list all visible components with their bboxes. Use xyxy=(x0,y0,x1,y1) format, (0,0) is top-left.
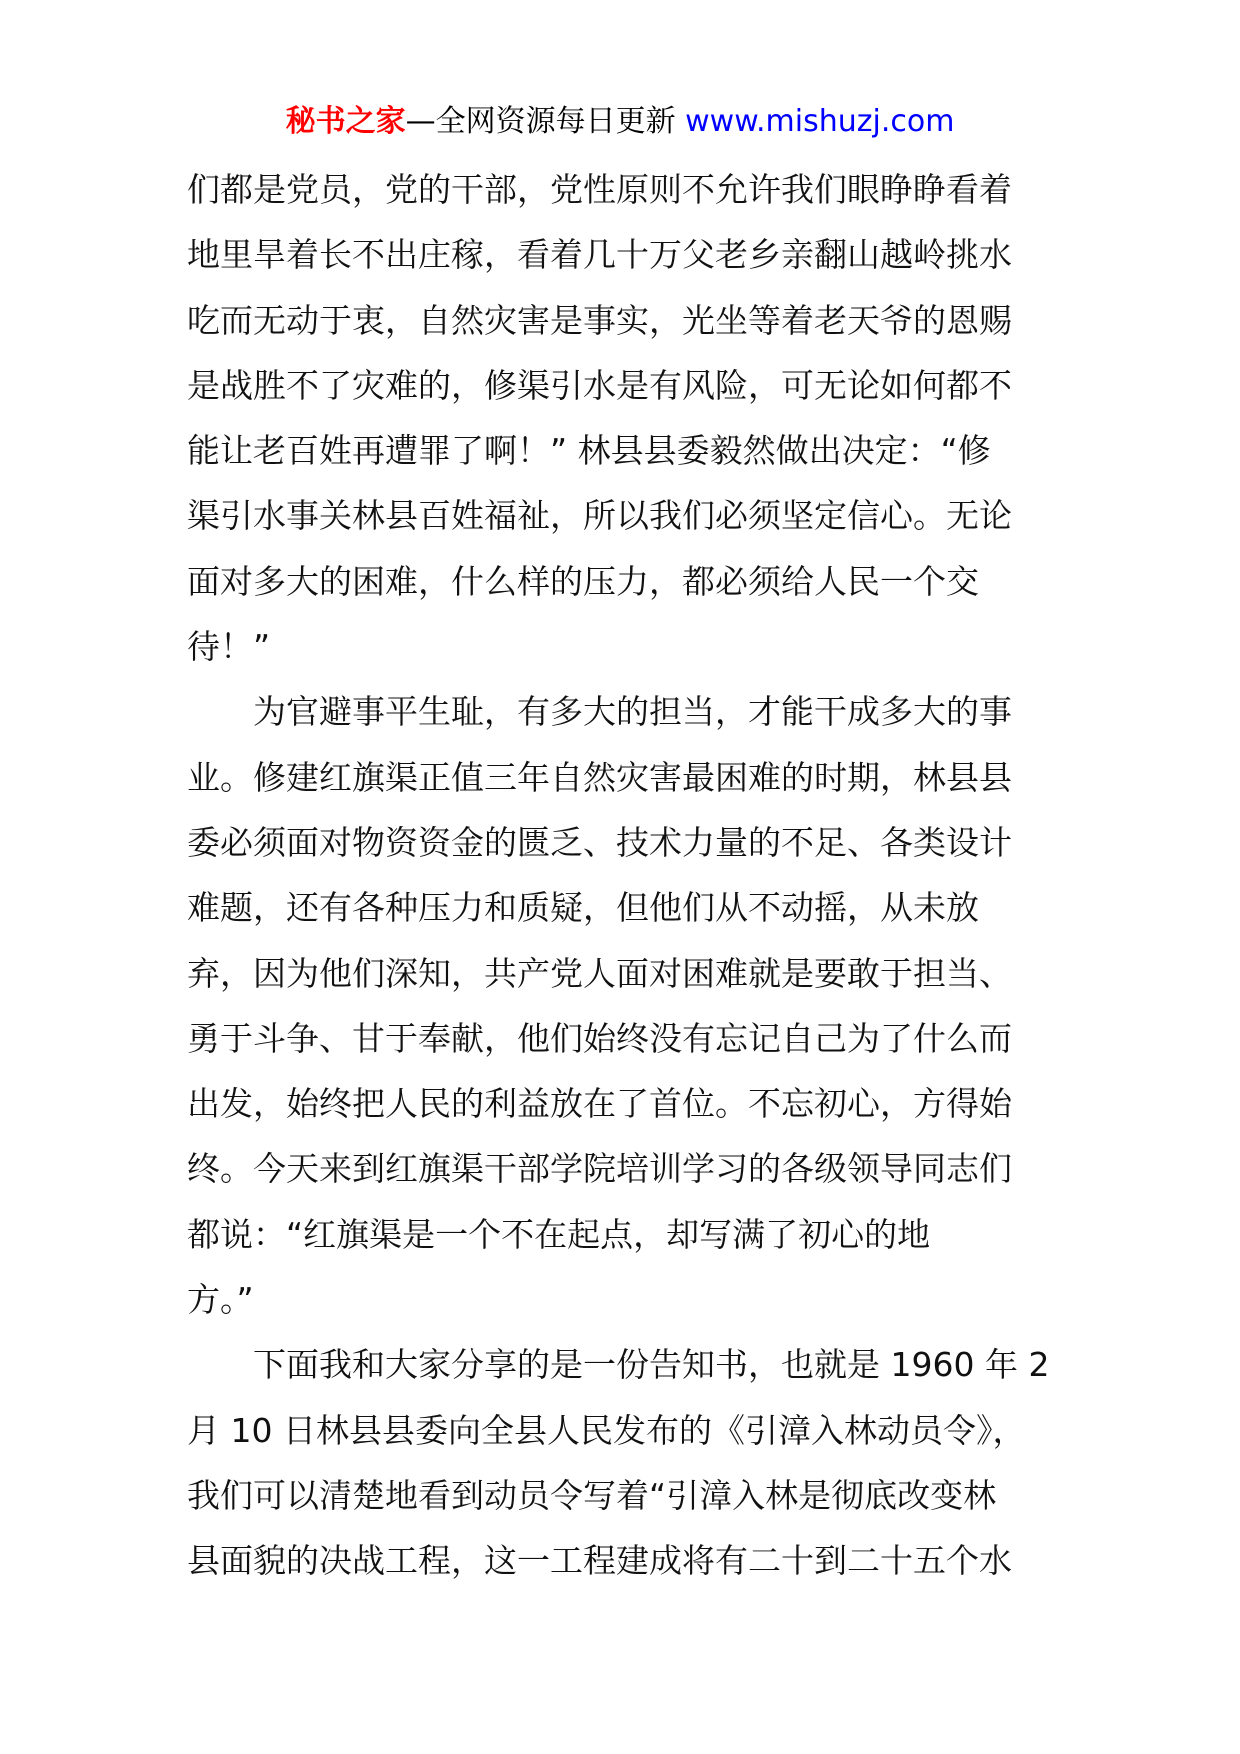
site-url-link[interactable]: www.mishuzj.com xyxy=(685,104,955,139)
text-line: 都说：“红旗渠是一个不在起点，却写满了初心的地 xyxy=(187,1214,931,1254)
text-line: 难题，还有各种压力和质疑，但他们从不动摇，从未放 xyxy=(187,888,979,928)
paragraph xyxy=(187,679,1053,1332)
text-line: 能让老百姓再遭罪了啊！” 林县县委毅然做出决定：“修 xyxy=(187,431,991,471)
paragraph xyxy=(187,1332,1053,1593)
text-line: 们都是党员，党的干部，党性原则不允许我们眼睁睁看着 xyxy=(187,170,1012,209)
text-line: 月 10 日林县县委向全县人民发布的《引漳入林动员令》， xyxy=(187,1410,1026,1450)
text-line: 渠引水事关林县百姓福祉，所以我们必须坚定信心。无论 xyxy=(187,496,1012,536)
text-line: 出发，始终把人民的利益放在了首位。不忘初心，方得始 xyxy=(187,1084,1012,1124)
text-line: 方。” xyxy=(187,1280,254,1320)
document-body xyxy=(187,157,1053,1594)
text-line: 面对多大的困难，什么样的压力，都必须给人民一个交 xyxy=(187,561,979,601)
site-header xyxy=(0,100,1240,144)
text-line: 县面貌的决战工程，这一工程建成将有二十到二十五个水 xyxy=(187,1541,1012,1581)
text-line: 为官避事平生耻，有多大的担当，才能干成多大的事 xyxy=(253,692,1012,732)
text-line: 待！” xyxy=(187,627,271,667)
text-line: 我们可以清楚地看到动员令写着“引漳入林是彻底改变林 xyxy=(187,1475,997,1515)
text-line: 弃，因为他们深知，共产党人面对困难就是要敢于担当、 xyxy=(187,953,1012,993)
text-line: 委必须面对物资资金的匮乏、技术力量的不足、各类设计 xyxy=(187,822,1012,862)
site-tagline: —全网资源每日更新 xyxy=(405,104,686,139)
text-line: 是战胜不了灾难的，修渠引水是有风险，可无论如何都不 xyxy=(187,365,1012,405)
text-line: 下面我和大家分享的是一份告知书，也就是 1960 年 2 xyxy=(253,1345,1050,1385)
site-brand: 秘书之家 xyxy=(285,104,406,139)
text-line: 业。修建红旗渠正值三年自然灾害最困难的时期，林县县 xyxy=(187,757,1012,797)
text-line: 地里旱着长不出庄稼，看着几十万父老乡亲翻山越岭挑水 xyxy=(187,235,1012,275)
text-line: 终。今天来到红旗渠干部学院培训学习的各级领导同志们 xyxy=(187,1149,1012,1189)
text-line: 勇于斗争、甘于奉献，他们始终没有忘记自己为了什么而 xyxy=(187,1018,1012,1058)
paragraph xyxy=(187,157,1053,679)
text-line: 吃而无动于衷，自然灾害是事实，光坐等着老天爷的恩赐 xyxy=(187,300,1012,340)
